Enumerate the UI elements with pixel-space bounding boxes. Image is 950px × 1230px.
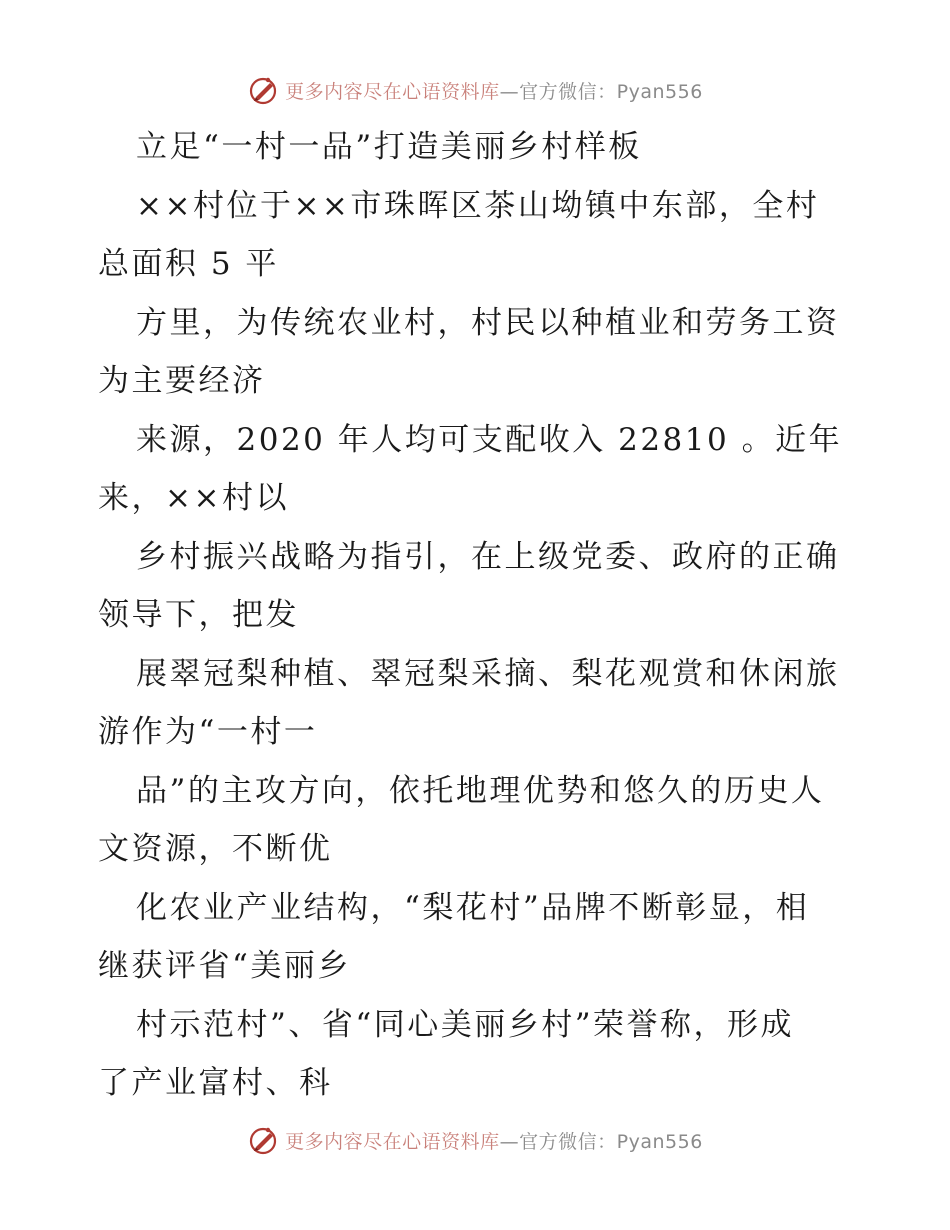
paragraph-line: 领导下，把发 — [98, 597, 299, 633]
paragraph-line: 乡村振兴战略为指引，在上级党委、政府的正确 — [136, 538, 840, 575]
paragraph-line: ××村位于××市珠晖区茶山坳镇中东部，全村 — [136, 187, 820, 224]
pen-logo-icon — [247, 74, 279, 106]
watermark-separator: — — [499, 80, 520, 103]
paragraph-line: 继获评省“美丽乡 — [98, 948, 351, 984]
watermark-title: 更多内容尽在心语资料库 — [285, 1130, 500, 1153]
paragraph-line: 村示范村”、省“同心美丽乡村”荣誉称，形成 — [136, 1006, 795, 1043]
paragraph-line: 方里，为传统农业村，村民以种植业和劳务工资 — [136, 304, 840, 341]
paragraph-line: 化农业产业结构，“梨花村”品牌不断彰显，相 — [136, 889, 810, 926]
watermark-text — [285, 77, 703, 104]
watermark-wechat: 官方微信：Pyan556 — [519, 1130, 703, 1153]
paragraph-line: 了产业富村、科 — [98, 1065, 333, 1101]
paragraph-line: 游作为“一村一 — [98, 714, 318, 750]
paragraph-line: 总面积 5 平 — [98, 246, 279, 282]
paragraph-line: 品”的主攻方向，依托地理优势和悠久的历史人 — [136, 772, 825, 809]
watermark-title: 更多内容尽在心语资料库 — [285, 80, 500, 103]
document-title-line: 立足“一村一品”打造美丽乡村样板 — [136, 129, 642, 165]
watermark-text — [285, 1127, 703, 1154]
document-body — [98, 118, 858, 1113]
footer-watermark — [0, 1120, 950, 1160]
header-watermark — [0, 70, 950, 110]
paragraph-line: 为主要经济 — [98, 363, 266, 399]
watermark-wechat: 官方微信：Pyan556 — [519, 80, 703, 103]
paragraph-line: 来源，2020 年人均可支配收入 22810 。近年 — [136, 421, 843, 458]
paragraph-line: 来，××村以 — [98, 480, 289, 516]
paragraph-line: 展翠冠梨种植、翠冠梨采摘、梨花观赏和休闲旅 — [136, 655, 840, 692]
paragraph-line: 文资源，不断优 — [98, 831, 333, 867]
watermark-separator: — — [499, 1130, 520, 1153]
pen-logo-icon — [247, 1124, 279, 1156]
